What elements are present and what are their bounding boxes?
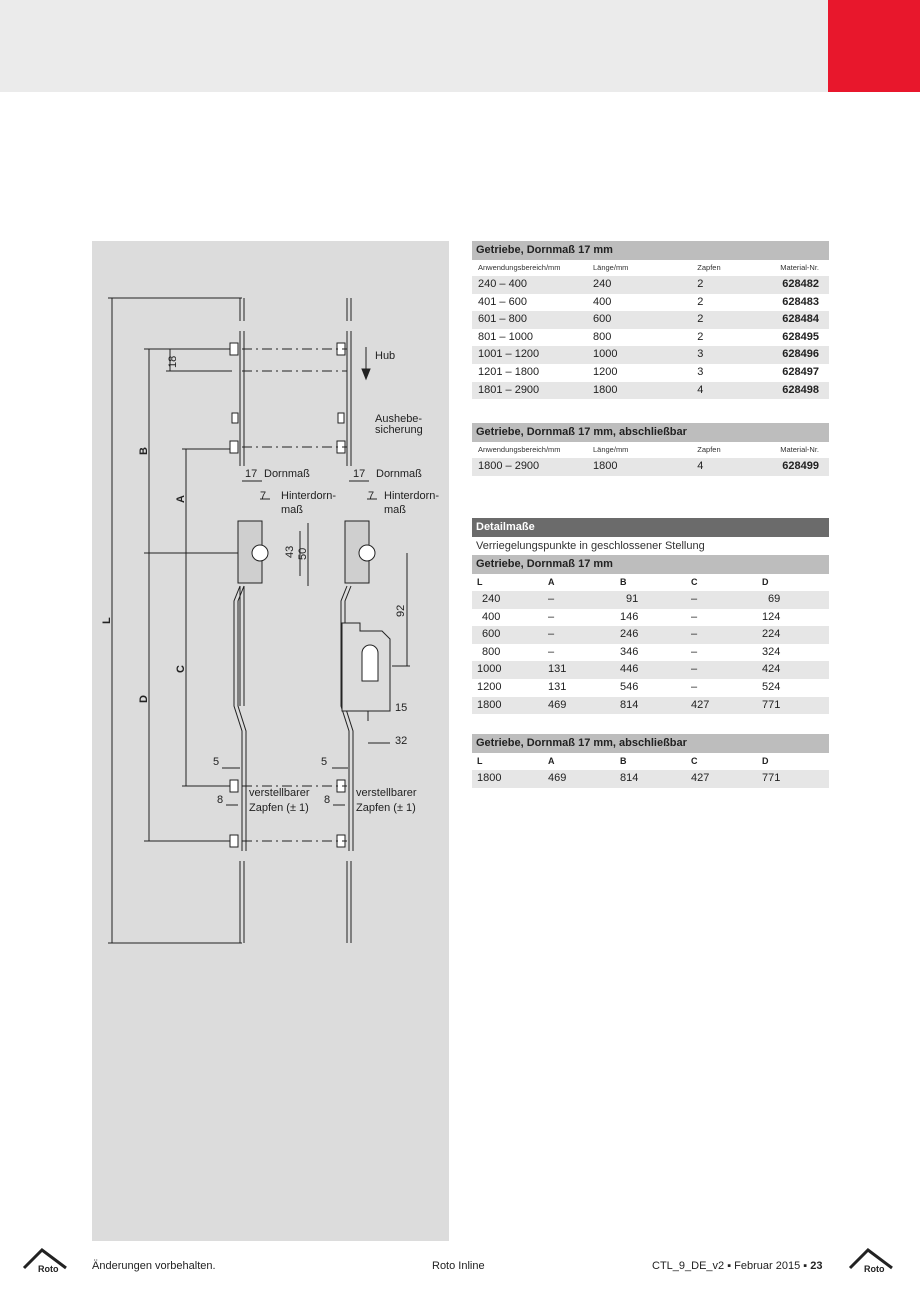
cell: 628484: [782, 313, 819, 326]
cell: 324: [762, 645, 781, 658]
table-title: Getriebe, Dornmaß 17 mm: [472, 241, 829, 260]
cell: 3: [697, 348, 704, 361]
label-8-left: 8: [217, 794, 224, 806]
cell: 427: [691, 698, 710, 711]
cell: 771: [762, 772, 781, 784]
cell: 1801 – 2900: [478, 383, 540, 396]
table-title: Getriebe, Dornmaß 17 mm, abschließbar: [472, 423, 829, 442]
table-row: [472, 770, 829, 788]
label-5-left: 5: [213, 756, 220, 768]
cell: –: [548, 628, 555, 641]
cell: –: [691, 593, 698, 605]
label-zapfen-right: Zapfen (± 1): [356, 802, 416, 814]
table-row: [472, 679, 829, 697]
logo-text: Roto: [38, 1264, 59, 1274]
cell: 600: [593, 313, 612, 326]
table-row: [472, 346, 829, 364]
label-hinterdorn-left-2: maß: [281, 504, 303, 516]
table-row: [472, 697, 829, 715]
cell: 2: [697, 313, 704, 326]
cell: 240 – 400: [478, 278, 527, 290]
table-detailmasse-abschliessbar: [472, 734, 829, 788]
roto-logo-left: [22, 1244, 72, 1274]
cell: 600: [482, 628, 501, 641]
cell: 1000: [477, 663, 502, 676]
header-B: B: [620, 756, 627, 766]
label-verstellbarer-right: verstellbarer: [356, 787, 417, 799]
cell: –: [691, 645, 698, 658]
detail-title: Detailmaße: [472, 518, 829, 537]
label-hinterdorn-left-1: Hinterdorn-: [281, 490, 337, 502]
logo-text: Roto: [864, 1264, 885, 1274]
cell: 1800: [593, 383, 618, 396]
header-zapfen: Zapfen: [697, 445, 721, 454]
cell: 131: [548, 680, 567, 693]
cell: 628482: [782, 278, 819, 290]
header-C: C: [691, 577, 698, 587]
header-L: L: [477, 577, 483, 587]
label-hinterdorn-right-2: maß: [384, 504, 406, 516]
header-accent-block: [828, 0, 920, 92]
cell: 1800: [477, 772, 502, 784]
cell: 2: [697, 330, 704, 343]
cell: –: [548, 645, 555, 658]
cell: 628499: [782, 460, 819, 472]
cell: 1000: [593, 348, 618, 361]
cell: 628495: [782, 330, 819, 343]
technical-drawing: [92, 241, 449, 1241]
cell: 628496: [782, 348, 819, 361]
table-row: [472, 591, 829, 609]
label-5-right: 5: [321, 756, 328, 768]
detail-body: [472, 770, 829, 788]
table-row: [472, 311, 829, 329]
cell: 69: [768, 593, 781, 605]
header-L: L: [477, 756, 483, 766]
label-verstellbarer-left: verstellbarer: [249, 787, 310, 799]
label-D: D: [138, 695, 150, 703]
cell: 124: [762, 610, 781, 623]
label-50: 50: [297, 547, 309, 560]
cell: 814: [620, 772, 639, 784]
cell: 800: [593, 330, 612, 343]
header-A: A: [548, 577, 555, 587]
cell: 400: [482, 610, 501, 623]
header-anwendungsbereich: Anwendungsbereich/mm: [478, 263, 561, 272]
cell: 424: [762, 663, 781, 676]
label-aushebe-2: sicherung: [375, 424, 423, 436]
header-laenge: Länge/mm: [593, 445, 629, 454]
footer-doc-id: CTL_9_DE_v2 ▪ Februar 2015 ▪: [652, 1260, 808, 1272]
cell: 446: [620, 663, 639, 676]
table-row: [472, 294, 829, 312]
detail-section1-title: Getriebe, Dornmaß 17 mm: [472, 555, 829, 574]
cell: 240: [482, 593, 501, 605]
label-dornmass-right: Dornmaß: [376, 468, 422, 480]
header-A: A: [548, 756, 555, 766]
label-17-right: 17: [353, 468, 366, 480]
cell: 469: [548, 698, 567, 711]
cell: 1800: [477, 698, 502, 711]
cell: 131: [548, 663, 567, 676]
label-A: A: [175, 495, 187, 503]
header-D: D: [762, 577, 769, 587]
cell: 628483: [782, 295, 819, 308]
cell: 601 – 800: [478, 313, 527, 326]
cell: 2: [697, 295, 704, 308]
footer-product: Roto Inline: [432, 1260, 485, 1272]
label-17-left: 17: [245, 468, 258, 480]
cell: –: [548, 593, 555, 605]
roto-logo-right: [848, 1244, 898, 1274]
header-D: D: [762, 756, 769, 766]
label-aushebe-1: Aushebe-: [375, 413, 423, 425]
cell: 628497: [782, 365, 819, 378]
table-getriebe-17: [472, 241, 829, 399]
label-C: C: [175, 665, 187, 673]
table-body: [472, 276, 829, 399]
label-43: 43: [284, 545, 296, 558]
label-18: 18: [167, 355, 179, 368]
label-92: 92: [395, 604, 407, 617]
table-row: [472, 329, 829, 347]
detail-header-row: [472, 574, 829, 591]
cell: 400: [593, 295, 612, 308]
cell: –: [691, 680, 698, 693]
cell: 4: [697, 383, 704, 396]
cell: 1800 – 2900: [478, 460, 540, 472]
detail-section2-title: Getriebe, Dornmaß 17 mm, abschließbar: [472, 734, 829, 753]
cell: 524: [762, 680, 781, 693]
label-7-right: 7: [368, 490, 375, 502]
table-row: [472, 382, 829, 400]
cell: 801 – 1000: [478, 330, 534, 343]
cell: 1201 – 1800: [478, 365, 540, 378]
cell: 224: [762, 628, 781, 641]
label-L: L: [101, 617, 113, 624]
cell: 246: [620, 628, 639, 641]
footer-disclaimer: Änderungen vorbehalten.: [92, 1260, 216, 1272]
label-hinterdorn-right-1: Hinterdorn-: [384, 490, 440, 502]
cell: 814: [620, 698, 639, 711]
header-material-nr: Material-Nr.: [780, 263, 819, 272]
cell: –: [691, 628, 698, 641]
label-32: 32: [395, 735, 408, 747]
cell: 1001 – 1200: [478, 348, 540, 361]
table-row: [472, 644, 829, 662]
table-row: [472, 364, 829, 382]
label-15: 15: [395, 702, 408, 714]
cell: 3: [697, 365, 704, 378]
cell: 240: [593, 278, 612, 290]
table-row: [472, 626, 829, 644]
label-B: B: [138, 447, 150, 455]
label-hub: Hub: [375, 350, 396, 362]
table-getriebe-17-abschliessbar: [472, 423, 829, 476]
cell: 91: [626, 593, 639, 605]
cell: –: [691, 610, 698, 623]
cell: 1200: [477, 680, 502, 693]
label-zapfen-left: Zapfen (± 1): [249, 802, 309, 814]
label-7-left: 7: [260, 490, 267, 502]
detail-subtitle: Verriegelungspunkte in geschlossener Stellung: [476, 540, 705, 552]
detail-body: [472, 591, 829, 714]
header-laenge: Länge/mm: [593, 263, 629, 272]
label-dornmass-left: Dornmaß: [264, 468, 310, 480]
table-body: [472, 458, 829, 476]
cell: 800: [482, 645, 501, 658]
cell: 2: [697, 278, 704, 290]
header-band: [0, 0, 828, 92]
cell: 1200: [593, 365, 618, 378]
table-row: [472, 609, 829, 627]
table-row: [472, 661, 829, 679]
cell: 4: [697, 460, 704, 472]
cell: 346: [620, 645, 639, 658]
detail-header-row: [472, 753, 829, 770]
cell: 469: [548, 772, 567, 784]
cell: 427: [691, 772, 710, 784]
header-zapfen: Zapfen: [697, 263, 721, 272]
table-header-row: [472, 260, 829, 276]
header-material-nr: Material-Nr.: [780, 445, 819, 454]
cell: –: [548, 610, 555, 623]
cell: 401 – 600: [478, 295, 527, 308]
table-row: [472, 276, 829, 294]
footer-doc-info: [652, 1260, 822, 1272]
header-anwendungsbereich: Anwendungsbereich/mm: [478, 445, 561, 454]
cell: 771: [762, 698, 781, 711]
technical-drawing-panel: [92, 241, 449, 1241]
table-header-row: [472, 442, 829, 458]
page-number: 23: [810, 1260, 823, 1272]
cell: 546: [620, 680, 639, 693]
label-8-right: 8: [324, 794, 331, 806]
cell: 1800: [593, 460, 618, 472]
table-row: [472, 458, 829, 476]
cell: 628498: [782, 383, 819, 396]
header-B: B: [620, 577, 627, 587]
cell: 146: [620, 610, 639, 623]
header-C: C: [691, 756, 698, 766]
cell: –: [691, 663, 698, 676]
table-detailmasse: [472, 518, 829, 714]
